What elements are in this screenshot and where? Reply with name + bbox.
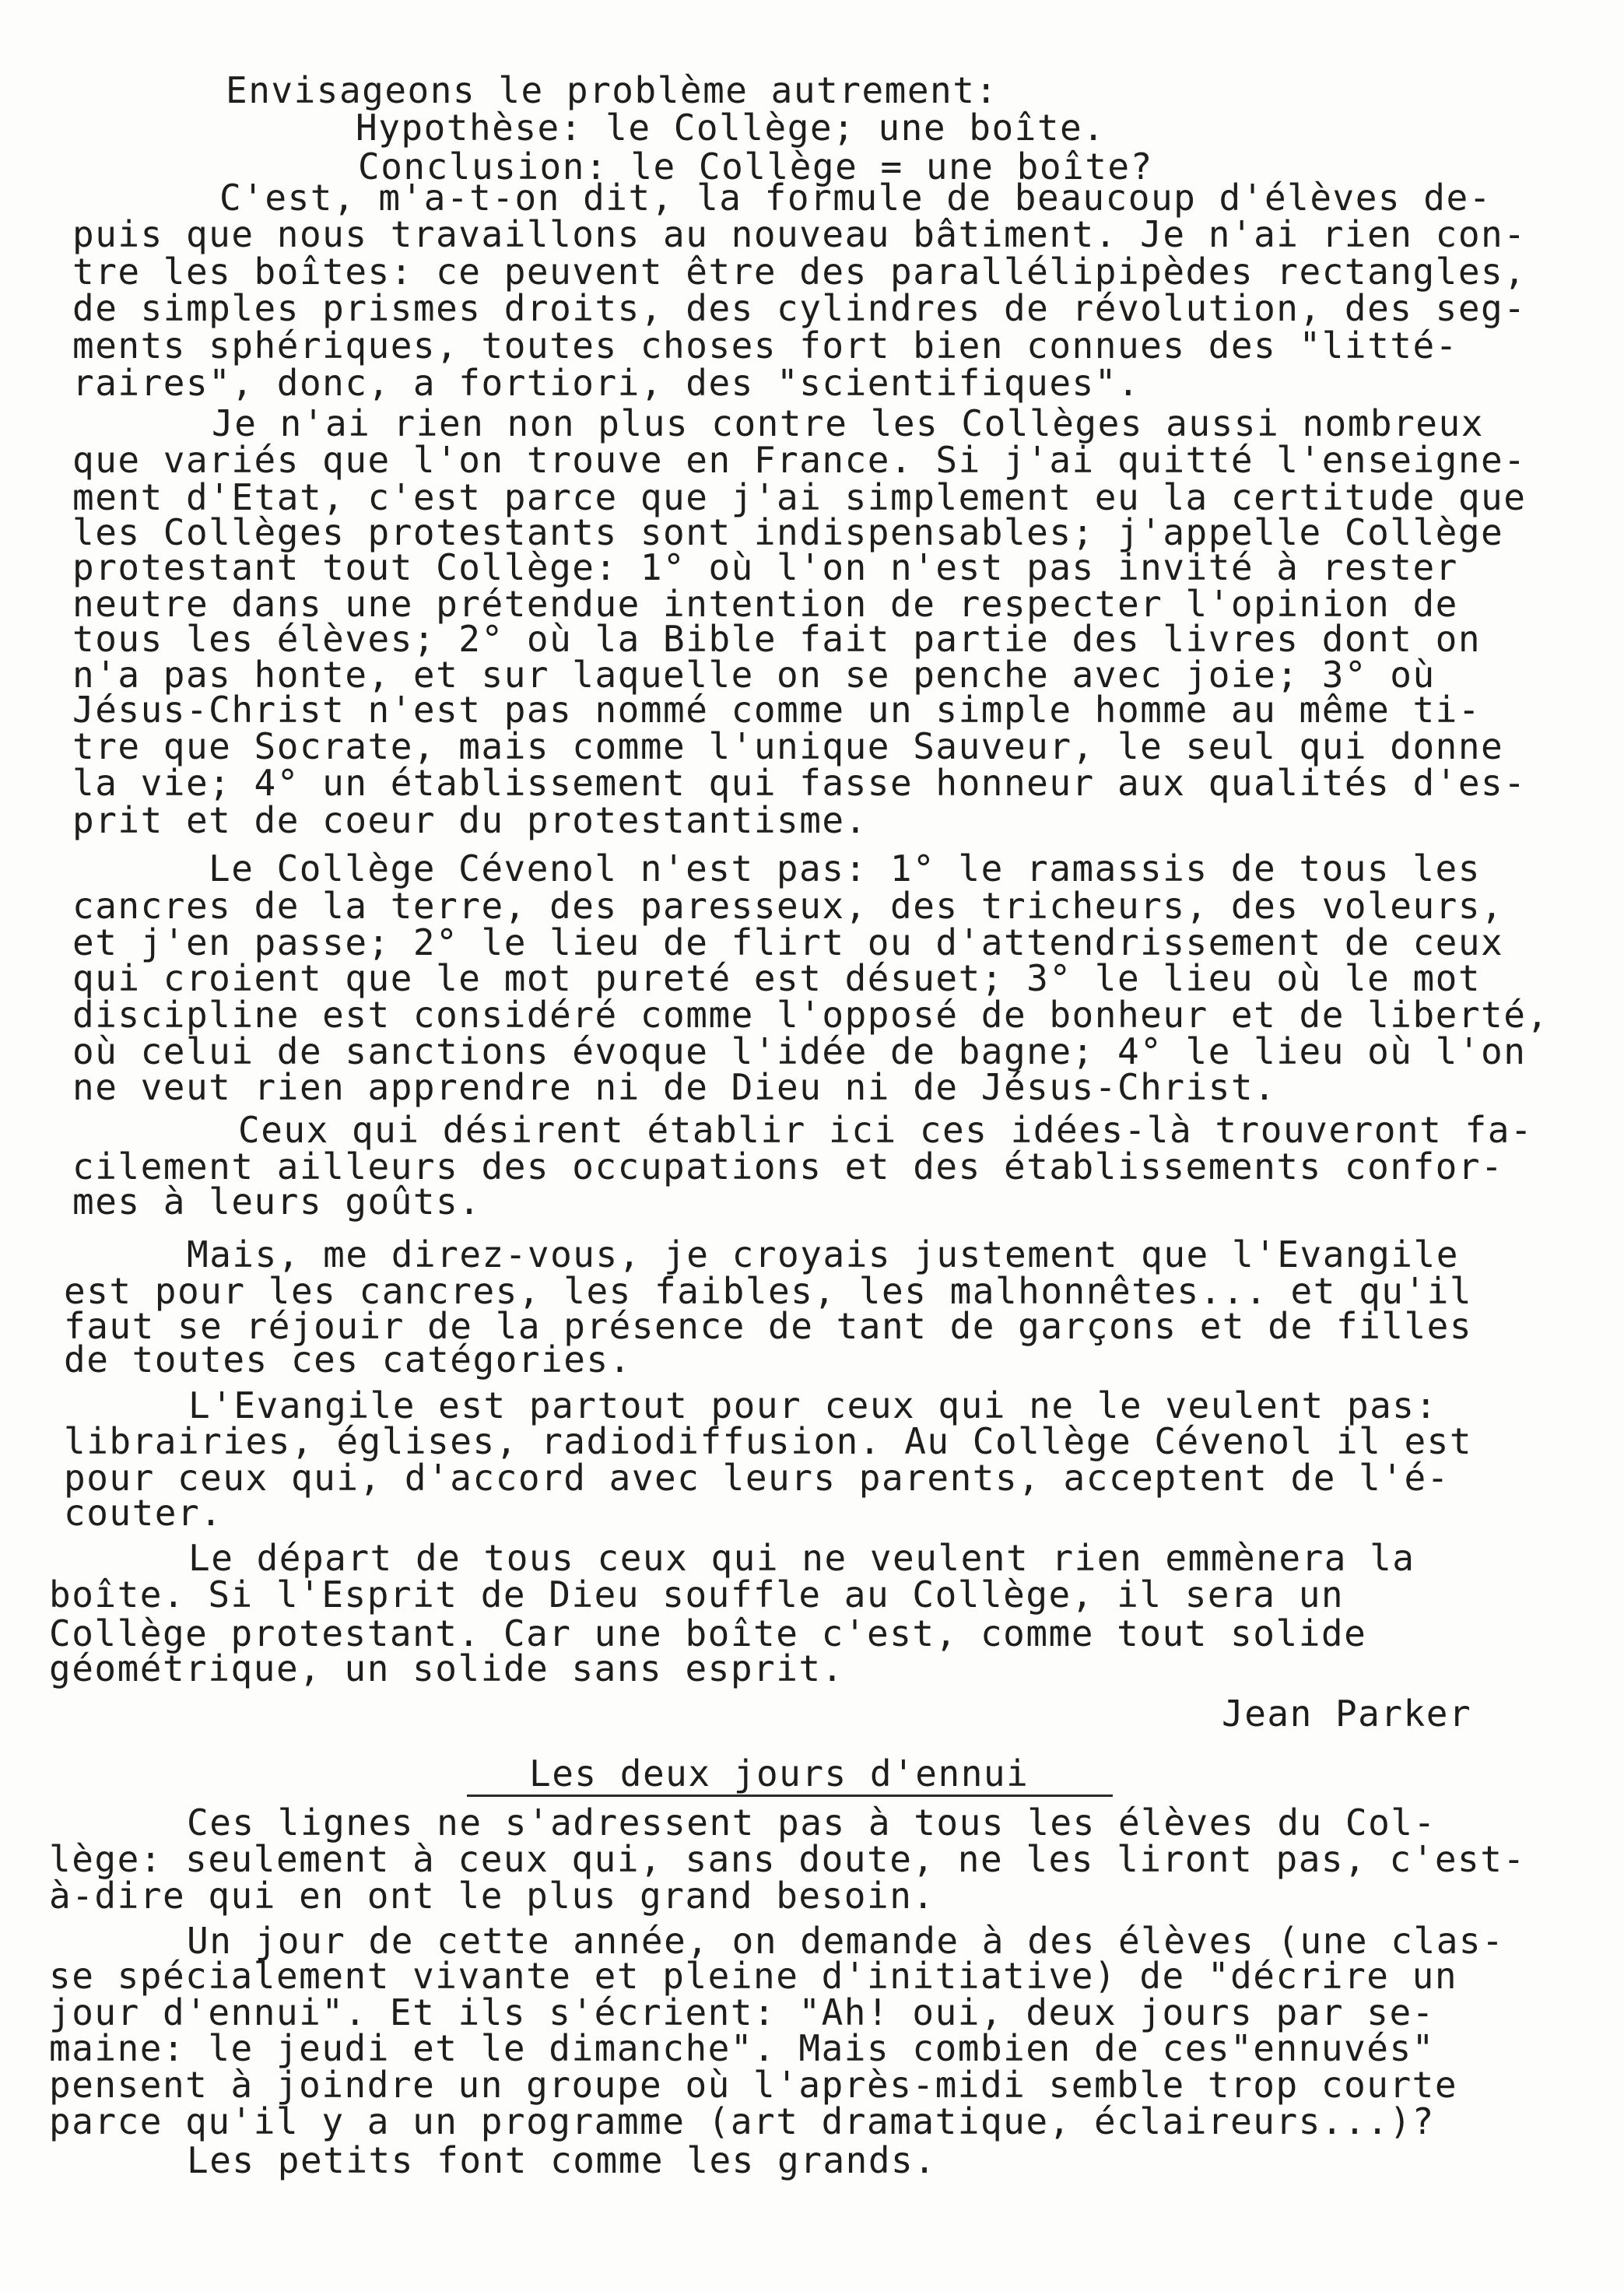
text-line: tous les élèves; 2° où la Bible fait partie des livres dont on (72, 618, 1482, 660)
text-line: pour ceux qui, d'accord avec leurs parents, acceptent de l'é- (64, 1457, 1450, 1499)
text-line: tre les boîtes: ce peuvent être des parallélipipèdes rectangles, (72, 251, 1527, 293)
text-line: Un jour de cette année, on demande à des élèves (une clas- (187, 1920, 1505, 1962)
text-line: et j'en passe; 2° le lieu de flirt ou d'attendrissement de ceux (72, 921, 1504, 963)
text-line: ne veut rien apprendre ni de Dieu ni de Jésus-Christ. (72, 1066, 1277, 1108)
text-line: Ceux qui désirent établir ici ces idées-là trouveront fa- (238, 1109, 1534, 1151)
title-underline (467, 1795, 1113, 1797)
text-line: où celui de sanctions évoque l'idée de bagne; 4° le lieu où l'on (72, 1030, 1527, 1072)
text-line: se spécialement vivante et pleine d'initiative) de "décrire un (49, 1955, 1458, 1997)
text-line: Conclusion: le Collège = une boîte? (358, 146, 1153, 188)
text-line: lège: seulement à ceux qui, sans doute, ne les liront pas, c'est- (49, 1838, 1526, 1880)
text-line: C'est, m'a-t-on dit, la formule de beaucoup d'élèves de- (219, 177, 1492, 219)
text-line: de simples prismes droits, des cylindres de révolution, des seg- (72, 287, 1527, 329)
text-line: est pour les cancres, les faibles, les malhonnêtes... et qu'il (64, 1270, 1473, 1312)
text-line: raires", donc, a fortiori, des "scientifiques". (72, 362, 1141, 404)
text-line: boîte. Si l'Esprit de Dieu souffle au Collège, il sera un (49, 1574, 1345, 1616)
text-line: Jésus-Christ n'est pas nommé comme un simple homme au même ti- (72, 689, 1482, 731)
text-line: cilement ailleurs des occupations et des établissements confor- (72, 1146, 1504, 1188)
text-line: de toutes ces catégories. (64, 1338, 632, 1381)
text-line: neutre dans une prétendue intention de respecter l'opinion de (72, 583, 1458, 625)
text-line: protestant tout Collège: 1° où l'on n'est pas invité à rester (72, 546, 1458, 588)
text-line: Ces lignes ne s'adressent pas à tous les élèves du Col- (187, 1802, 1436, 1844)
author-signature: Jean Parker (1222, 1693, 1472, 1735)
text-line: Le Collège Cévenol n'est pas: 1° le ramassis de tous les (209, 847, 1481, 889)
text-line: Les petits font comme les grands. (187, 2139, 937, 2181)
text-line: que variés que l'on trouve en France. Si j'ai quitté l'enseigne- (72, 439, 1527, 481)
text-line: pensent à joindre un groupe où l'après-midi semble trop courte (49, 2064, 1458, 2106)
text-line: la vie; 4° un établissement qui fasse honneur aux qualités d'es- (72, 762, 1527, 804)
text-line: Envisageons le problème autrement: (226, 69, 998, 111)
text-line: couter. (64, 1492, 223, 1534)
text-line: puis que nous travaillons au nouveau bâtiment. Je n'ai rien con- (72, 213, 1527, 255)
text-line: Hypothèse: le Collège; une boîte. (356, 107, 1106, 149)
text-line: jour d'ennui". Et ils s'écrient: "Ah! oui, deux jours par se- (49, 1991, 1435, 2033)
text-line: maine: le jeudi et le dimanche". Mais combien de ces"ennuvés" (49, 2027, 1435, 2069)
text-line: Collège protestant. Car une boîte c'est, comme tout solide (49, 1612, 1367, 1654)
text-line: qui croient que le mot pureté est désuet; 3° le lieu où le mot (72, 957, 1482, 999)
text-line: faut se réjouir de la présence de tant de garçons et de filles (64, 1305, 1473, 1347)
text-line: ments sphériques, toutes choses fort bien connues des "litté- (72, 325, 1458, 367)
text-line: les Collèges protestants sont indispensables; j'appelle Collège (72, 511, 1504, 553)
text-line: librairies, églises, radiodiffusion. Au Collège Cévenol il est (64, 1420, 1473, 1462)
text-line: L'Evangile est partout pour ceux qui ne le veulent pas: (188, 1384, 1438, 1426)
text-line: à-dire qui en ont le plus grand besoin. (49, 1875, 935, 1917)
text-line: prit et de coeur du protestantisme. (72, 799, 868, 841)
text-line: parce qu'il y a un programme (art dramatique, éclaireurs...)? (49, 2100, 1435, 2142)
article-title: Les deux jours d'ennui (529, 1752, 1029, 1795)
text-line: cancres de la terre, des paresseux, des tricheurs, des voleurs, (72, 885, 1504, 927)
text-line: ment d'Etat, c'est parce que j'ai simplement eu la certitude que (72, 476, 1527, 518)
text-line: n'a pas honte, et sur laquelle on se penche avec joie; 3° où (72, 654, 1436, 696)
text-line: Le départ de tous ceux qui ne veulent rien emmènera la (188, 1537, 1415, 1579)
text-line: Je n'ai rien non plus contre les Collèges aussi nombreux (212, 402, 1484, 444)
text-line: Mais, me direz-vous, je croyais justement que l'Evangile (187, 1233, 1459, 1275)
text-line: mes à leurs goûts. (72, 1181, 482, 1223)
text-line: discipline est considéré comme l'opposé de bonheur et de liberté, (72, 994, 1549, 1036)
text-line: tre que Socrate, mais comme l'unique Sauveur, le seul qui donne (72, 725, 1504, 767)
text-line: géométrique, un solide sans esprit. (49, 1647, 844, 1689)
